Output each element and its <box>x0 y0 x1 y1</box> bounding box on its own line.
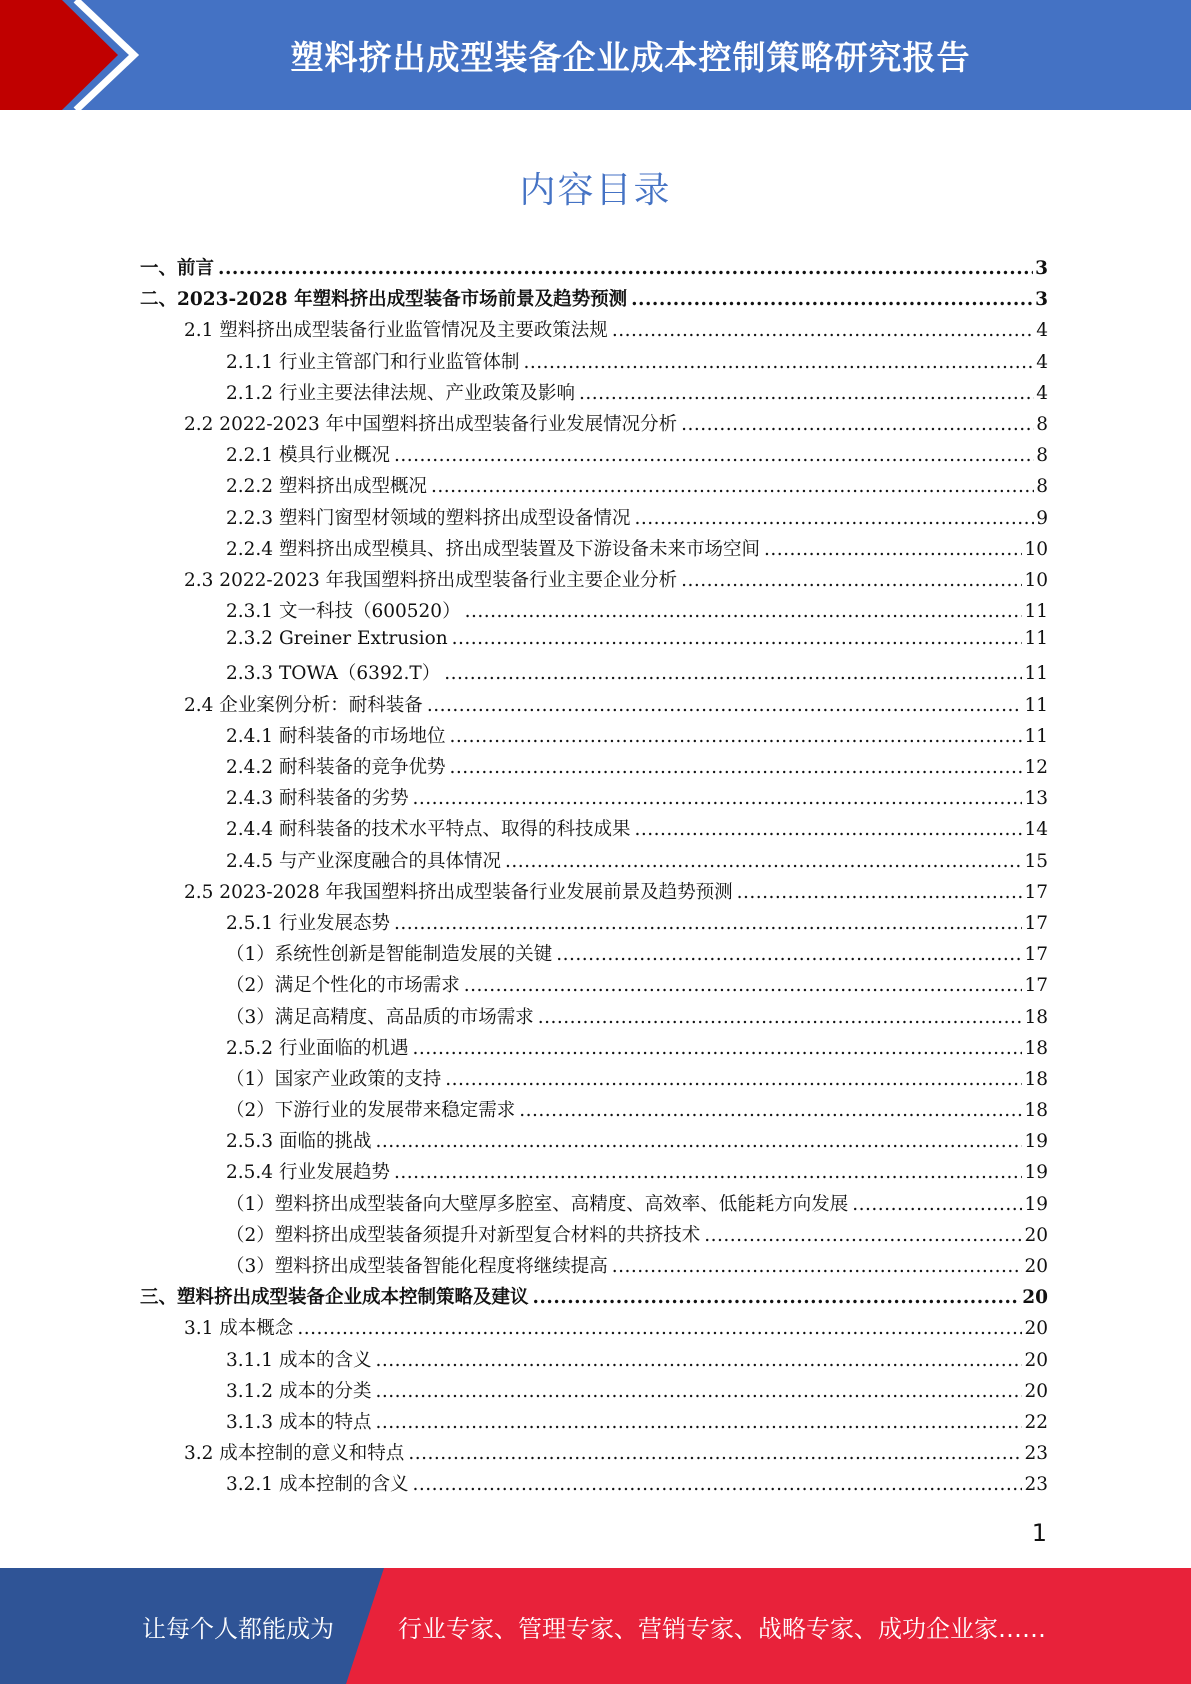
toc-entry[interactable] <box>140 1003 1048 1034</box>
toc-entry[interactable] <box>140 379 1048 410</box>
toc-leader-dots <box>408 1443 1022 1464</box>
toc-leader-dots <box>464 975 1023 996</box>
toc-leader-dots <box>452 628 1023 649</box>
toc-entry-label: 2.1.2 行业主要法律法规、产业政策及影响 <box>226 382 575 404</box>
toc-entry-label: 2.5.2 行业面临的机遇 <box>226 1037 409 1059</box>
toc-entry[interactable] <box>140 472 1048 503</box>
toc-entry-page: 18 <box>1024 1068 1048 1090</box>
toc-leader-dots <box>505 851 1022 872</box>
toc-entry-label: 2.5.3 面临的挑战 <box>226 1131 372 1153</box>
toc-entry-page: 19 <box>1024 1131 1048 1153</box>
toc-entry[interactable] <box>140 1065 1048 1096</box>
toc-entry[interactable] <box>140 1408 1048 1439</box>
toc-entry-label: 2.5.4 行业发展趋势 <box>226 1162 390 1184</box>
toc-leader-dots <box>519 1100 1022 1121</box>
toc-entry-label: （2）下游行业的发展带来稳定需求 <box>226 1100 516 1122</box>
toc-entry-label: 3.1.2 成本的分类 <box>226 1380 372 1402</box>
toc-entry-label: （1）塑料挤出成型装备向大壁厚多腔室、高精度、高效率、低能耗方向发展 <box>226 1193 849 1215</box>
toc-entry-page: 20 <box>1024 1256 1048 1277</box>
toc-entry-page: 10 <box>1024 569 1048 591</box>
toc-entry-label: 2.3.1 文一科技（600520） <box>226 601 461 623</box>
toc-entry-page: 17 <box>1024 944 1048 966</box>
toc-entry-page: 20 <box>1024 1349 1048 1371</box>
toc-entry-page: 20 <box>1024 1224 1048 1246</box>
toc-entry-label: 3.1.3 成本的特点 <box>226 1411 372 1433</box>
toc-entry-page: 19 <box>1024 1193 1048 1215</box>
toc-entry-label: 2.1 塑料挤出成型装备行业监管情况及主要政策法规 <box>184 320 608 342</box>
toc-entry-label: 2.2.2 塑料挤出成型概况 <box>226 476 427 498</box>
toc-entry[interactable] <box>140 1346 1048 1377</box>
toc-list <box>140 254 1048 1502</box>
toc-leader-dots <box>681 570 1022 591</box>
toc-entry[interactable] <box>140 597 1048 628</box>
toc-leader-dots <box>394 913 1022 934</box>
toc-entry[interactable] <box>140 1096 1048 1127</box>
toc-entry-label: 2.3.3 TOWA（6392.T） <box>226 663 441 685</box>
toc-leader-dots <box>704 1225 1022 1246</box>
toc-leader-dots <box>375 1412 1022 1433</box>
toc-entry-page: 17 <box>1024 975 1048 997</box>
toc-entry[interactable] <box>140 410 1048 441</box>
toc-entry-label: （1）系统性创新是智能制造发展的关键 <box>226 944 553 966</box>
toc-entry[interactable] <box>140 940 1048 971</box>
toc-entry-page: 8 <box>1036 445 1048 467</box>
toc-entry-label: （1）国家产业政策的支持 <box>226 1068 442 1090</box>
toc-entry-label: 2.3 2022-2023 年我国塑料挤出成型装备行业主要企业分析 <box>184 569 678 591</box>
toc-entry-page: 11 <box>1024 725 1048 747</box>
toc-leader-dots <box>394 445 1034 466</box>
toc-entry-label: 2.2.4 塑料挤出成型模具、挤出成型装置及下游设备未来市场空间 <box>226 538 760 560</box>
toc-leader-dots <box>634 819 1022 840</box>
toc-entry[interactable] <box>140 1221 1048 1252</box>
toc-entry-page: 17 <box>1024 912 1048 934</box>
toc-entry[interactable] <box>140 1283 1048 1314</box>
toc-leader-dots <box>538 1007 1023 1028</box>
toc-entry-label: 2.4.1 耐科装备的市场地位 <box>226 725 446 747</box>
toc-leader-dots <box>412 1474 1022 1495</box>
toc-entry[interactable] <box>140 1470 1048 1501</box>
toc-entry[interactable] <box>140 504 1048 535</box>
toc-entry-label: （2）塑料挤出成型装备须提升对新型复合材料的共挤技术 <box>226 1224 701 1246</box>
toc-entry-label: 2.3.2 Greiner Extrusion <box>226 628 448 650</box>
toc-leader-dots <box>634 508 1034 529</box>
toc-entry[interactable] <box>140 784 1048 815</box>
toc-leader-dots <box>394 1162 1022 1183</box>
toc-entry-page: 4 <box>1036 320 1048 342</box>
toc-entry-page: 3 <box>1035 258 1048 279</box>
toc-entry-page: 15 <box>1024 850 1048 872</box>
toc-entry-label: 2.2 2022-2023 年中国塑料挤出成型装备行业发展情况分析 <box>184 413 678 435</box>
toc-entry[interactable] <box>140 691 1048 722</box>
toc-leader-dots <box>444 663 1022 684</box>
toc-leader-dots <box>375 1381 1022 1402</box>
toc-leader-dots <box>375 1350 1022 1371</box>
toc-entry-page: 11 <box>1024 694 1048 716</box>
toc-entry[interactable] <box>140 1377 1048 1408</box>
chevron-arrow-icon <box>0 0 160 110</box>
toc-leader-dots <box>449 757 1022 778</box>
toc-entry[interactable] <box>140 566 1048 597</box>
toc-entry-page: 3 <box>1035 289 1048 311</box>
toc-leader-dots <box>427 695 1023 716</box>
toc-entry-page: 23 <box>1024 1443 1048 1465</box>
toc-entry[interactable] <box>140 909 1048 940</box>
toc-leader-dots <box>523 352 1034 373</box>
toc-entry-page: 4 <box>1036 351 1048 373</box>
toc-leader-dots <box>412 788 1022 809</box>
header-banner <box>0 0 1191 110</box>
toc-leader-dots <box>579 383 1034 404</box>
toc-entry-label: 3.1.1 成本的含义 <box>226 1349 372 1371</box>
footer-banner <box>0 1568 1191 1684</box>
toc-entry-page: 19 <box>1024 1162 1048 1184</box>
toc-entry[interactable] <box>140 971 1048 1002</box>
toc-entry-page: 13 <box>1024 788 1048 810</box>
toc-leader-dots <box>556 944 1022 965</box>
toc-leader-dots <box>681 414 1034 435</box>
toc-entry[interactable] <box>140 1034 1048 1065</box>
toc-entry-page: 11 <box>1024 663 1048 685</box>
toc-entry-page: 9 <box>1036 507 1048 529</box>
toc-entry-page: 11 <box>1024 628 1048 650</box>
toc-entry[interactable] <box>140 254 1048 285</box>
toc-entry-label: 2.4.5 与产业深度融合的具体情况 <box>226 850 501 872</box>
toc-entry[interactable] <box>140 441 1048 472</box>
toc-title: 内容目录 <box>519 170 672 211</box>
toc-entry-label: 2.2.3 塑料门窗型材领域的塑料挤出成型设备情况 <box>226 507 631 529</box>
toc-leader-dots <box>631 289 1033 310</box>
report-title: 塑料挤出成型装备企业成本控制策略研究报告 <box>290 37 971 77</box>
toc-entry-label: 2.4.2 耐科装备的竞争优势 <box>226 757 446 778</box>
toc-entry[interactable] <box>140 722 1048 753</box>
toc-leader-dots <box>445 1069 1022 1090</box>
toc-leader-dots <box>412 1038 1022 1059</box>
toc-entry[interactable] <box>140 1252 1048 1283</box>
toc-leader-dots <box>431 476 1034 497</box>
toc-entry-label: 二、2023-2028 年塑料挤出成型装备市场前景及趋势预测 <box>140 289 628 311</box>
toc-entry[interactable] <box>140 535 1048 566</box>
toc-entry-page: 18 <box>1024 1037 1048 1059</box>
toc-leader-dots <box>852 1194 1022 1215</box>
toc-entry[interactable] <box>140 1314 1048 1345</box>
toc-entry-page: 11 <box>1024 601 1048 623</box>
toc-entry-page: 20 <box>1024 1380 1048 1402</box>
toc-entry[interactable] <box>140 348 1048 379</box>
toc-entry[interactable] <box>140 753 1048 784</box>
toc-leader-dots <box>218 258 1033 279</box>
toc-leader-dots <box>449 726 1022 747</box>
toc-leader-dots <box>465 601 1023 622</box>
toc-entry-label: 三、塑料挤出成型装备企业成本控制策略及建议 <box>140 1287 529 1309</box>
toc-entry-page: 23 <box>1024 1474 1048 1496</box>
toc-entry-label: 2.5.1 行业发展态势 <box>226 912 390 934</box>
footer-slogan-left: 让每个人都能成为 <box>142 1614 334 1643</box>
toc-entry-label: 2.4.3 耐科装备的劣势 <box>226 788 409 810</box>
toc-entry[interactable] <box>140 285 1048 316</box>
toc-entry-label: 2.5 2023-2028 年我国塑料挤出成型装备行业发展前景及趋势预测 <box>184 881 733 903</box>
toc-entry-label: 3.1 成本概念 <box>184 1318 294 1340</box>
toc-entry-page: 10 <box>1024 538 1048 560</box>
toc-entry-page: 18 <box>1024 1100 1048 1122</box>
toc-entry[interactable] <box>140 1190 1048 1221</box>
toc-entry-label: 3.2 成本控制的意义和特点 <box>184 1443 405 1465</box>
toc-entry[interactable] <box>140 659 1048 690</box>
toc-entry[interactable] <box>140 815 1048 846</box>
toc-entry-label: 一、前言 <box>140 258 215 279</box>
toc-leader-dots <box>375 1131 1022 1152</box>
toc-leader-dots <box>612 320 1034 341</box>
toc-entry[interactable] <box>140 628 1048 659</box>
toc-entry-page: 8 <box>1036 413 1048 435</box>
toc-entry-page: 4 <box>1036 382 1048 404</box>
toc-entry-page: 20 <box>1024 1318 1048 1340</box>
toc-entry-label: 2.2.1 模具行业概况 <box>226 445 390 467</box>
toc-entry-page: 18 <box>1024 1006 1048 1028</box>
toc-entry-label: （3）塑料挤出成型装备智能化程度将继续提高 <box>226 1256 608 1277</box>
toc-entry-page: 8 <box>1036 476 1048 498</box>
toc-leader-dots <box>612 1256 1023 1277</box>
toc-leader-dots <box>737 882 1023 903</box>
toc-leader-dots <box>764 539 1022 560</box>
toc-leader-dots <box>297 1318 1022 1339</box>
toc-entry-label: 2.1.1 行业主管部门和行业监管体制 <box>226 351 520 373</box>
toc-entry-page: 22 <box>1024 1411 1048 1433</box>
toc-entry-label: （2）满足个性化的市场需求 <box>226 975 460 997</box>
toc-entry-label: 2.4.4 耐科装备的技术水平特点、取得的科技成果 <box>226 819 631 841</box>
toc-entry-page: 20 <box>1022 1287 1048 1309</box>
toc-entry[interactable] <box>140 1127 1048 1158</box>
page-number: 1 <box>1031 1519 1047 1547</box>
toc-entry-page: 12 <box>1024 757 1048 778</box>
toc-entry-label: 2.4 企业案例分析：耐科装备 <box>184 694 423 716</box>
toc-entry-page: 17 <box>1024 881 1048 903</box>
toc-entry[interactable] <box>140 1158 1048 1189</box>
toc-leader-dots <box>533 1287 1021 1308</box>
toc-entry-label: 3.2.1 成本控制的含义 <box>226 1474 409 1496</box>
toc-entry-label: （3）满足高精度、高品质的市场需求 <box>226 1006 534 1028</box>
toc-entry[interactable] <box>140 847 1048 878</box>
toc-entry-page: 14 <box>1024 819 1048 841</box>
footer-slogan-right: 行业专家、管理专家、营销专家、战略专家、成功企业家…… <box>398 1614 1046 1643</box>
toc-entry[interactable] <box>140 878 1048 909</box>
toc-entry[interactable] <box>140 316 1048 347</box>
toc-entry[interactable] <box>140 1439 1048 1470</box>
